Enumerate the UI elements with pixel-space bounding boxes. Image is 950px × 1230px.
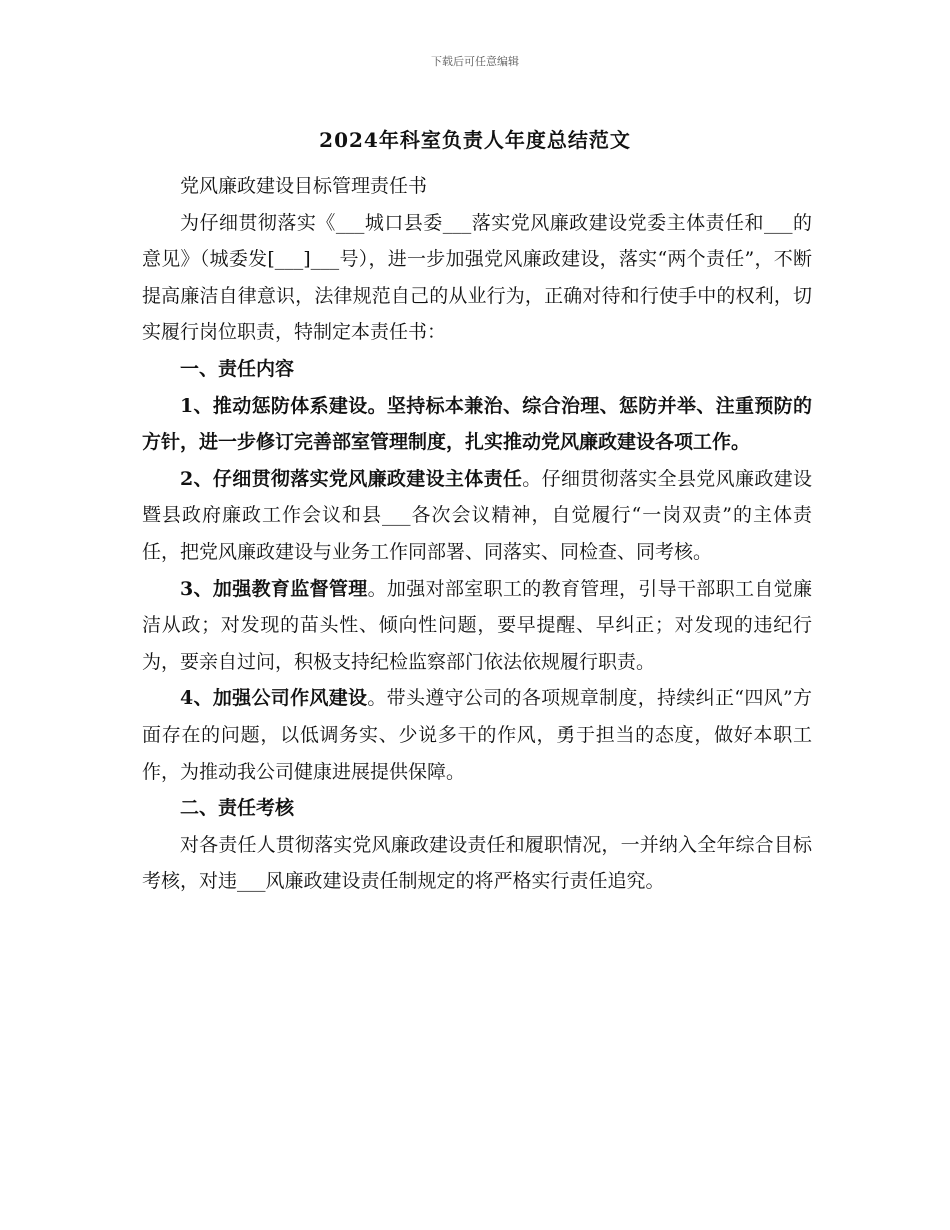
- paragraph-lead: 4、加强公司作风建设: [180, 687, 368, 710]
- paragraph-text: 。加强对部室职工的教育管理，引导干部职工自觉廉洁从政；对发现的苗头性、倾向性问题，要早提醒、早纠正；对发现的违纪行为，要亲自过问，积极支持纪检监察部门依法依规履行职责。: [142, 577, 812, 673]
- paragraph-preamble: [142, 205, 812, 351]
- paragraph-item-2: [142, 461, 812, 571]
- section-heading: 一、责任内容: [180, 357, 295, 380]
- paragraph-item-1: [142, 388, 812, 461]
- paragraph-lead: 3、加强教育监督管理: [180, 577, 368, 600]
- paragraph-assessment: [142, 827, 812, 900]
- section-heading: 二、责任考核: [180, 797, 295, 820]
- section-heading-responsibility-content: [142, 351, 812, 388]
- document-body: [142, 168, 812, 900]
- paragraph-text: 。带头遵守公司的各项规章制度，持续纠正“四风”方面存在的问题，以低调务实、少说多干的作风，勇于担当的态度，做好本职工作，为推动我公司健康进展提供保障。: [142, 687, 812, 783]
- paragraph-lead: 1、推动惩防体系建设。坚持标本兼治、综合治理、惩防并举、注重预防的方针，进一步修订完善部室管理制度，扎实推动党风廉政建设各项工作。: [142, 394, 812, 454]
- paragraph-text: 党风廉政建设目标管理责任书: [180, 175, 428, 197]
- paragraph-text: 为仔细贯彻落实《___城口县委___落实党风廉政建设党委主体责任和___的意见》（城委发[___]___号），进一步加强党风廉政建设，落实“两个责任”，不断提高廉洁自律意识，法律规范自己的从业行为，正确对待和行使手中的权利，切实履行岗位职责，特制定本责任书：: [142, 211, 812, 344]
- paragraph-item-4: [142, 680, 812, 790]
- header-note: 下载后可任意编辑: [431, 55, 519, 68]
- paragraph-text: 。仔细贯彻落实全县党风廉政建设暨县政府廉政工作会议和县___各次会议精神，自觉履行“一岗双责”的主体责任，把党风廉政建设与业务工作同部署、同落实、同检查、同考核。: [142, 467, 812, 563]
- paragraph-lead: 2、仔细贯彻落实党风廉政建设主体责任: [180, 467, 523, 490]
- paragraph-text: 对各责任人贯彻落实党风廉政建设责任和履职情况，一并纳入全年综合目标考核，对违___风廉政建设责任制规定的将严格实行责任追究。: [142, 833, 812, 893]
- paragraph-item-3: [142, 571, 812, 681]
- document-title: 2024年科室负责人年度总结范文: [319, 128, 631, 152]
- section-heading-responsibility-assessment: [142, 790, 812, 827]
- paragraph-intro-heading: [142, 168, 812, 205]
